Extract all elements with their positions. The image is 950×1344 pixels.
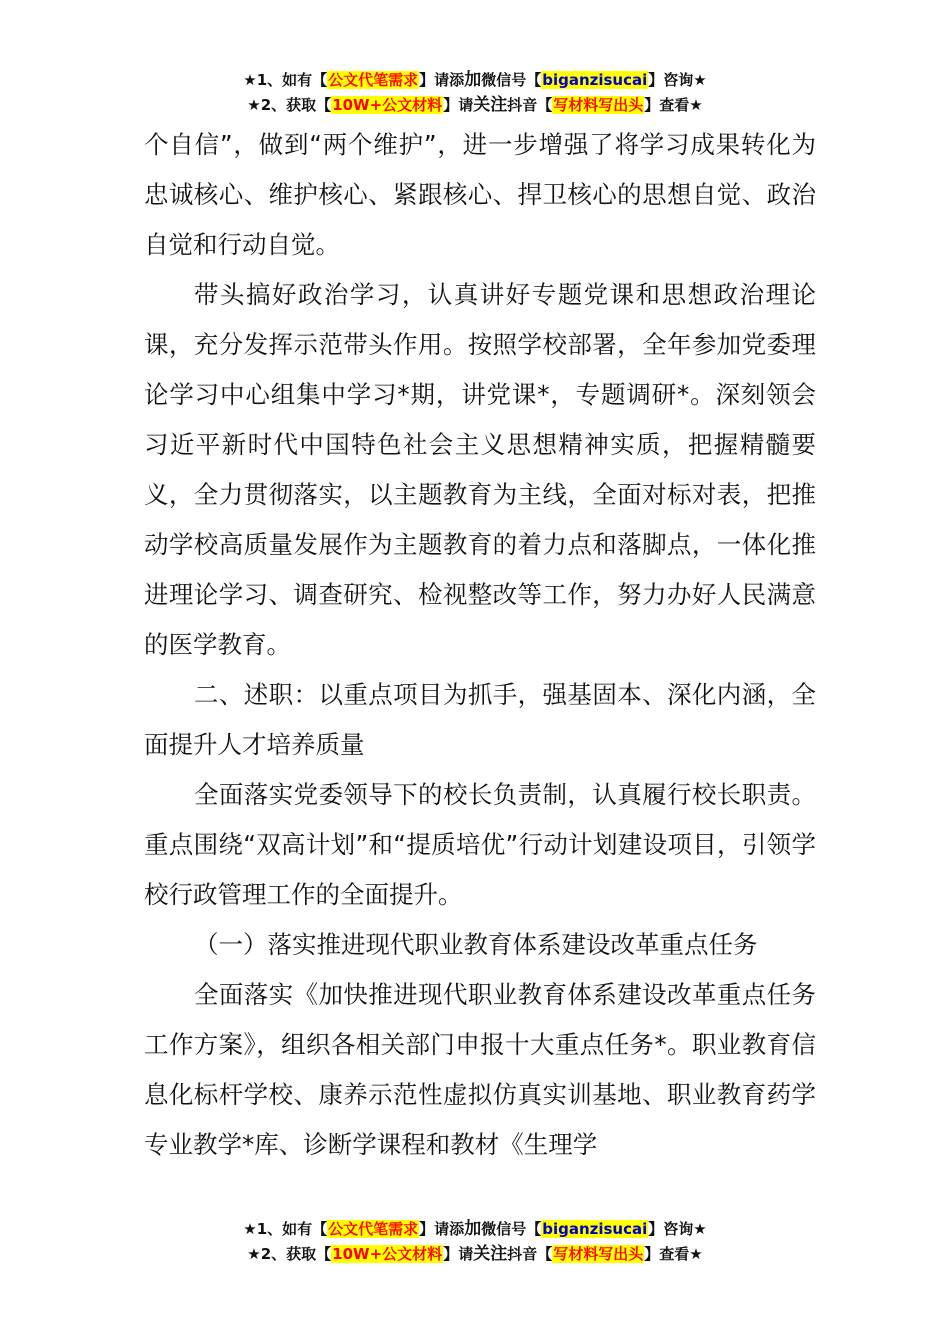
paragraph: 带头搞好政治学习，认真讲好专题党课和思想政治理论课，充分发挥示范带头作用。按照学校部署，全年参加党委理论学习中心组集中学习*期，讲党课*，专题调研*。深刻领会习近平新时代中国特色社会主义思想精神实质，把握精髓要义，全力贯彻落实，以主题教育为主线，全面对标对表，把推动学校高质量发展作为主题教育的着力点和落脚点，一体化推进理论学习、调查研究、检视整改等工作，努力办好人民满意的医学教育。: [144, 280, 816, 659]
banner-text: 】咨询★: [648, 1220, 707, 1238]
banner-text: ★1、如有【: [243, 1220, 328, 1238]
banner-line-1: [0, 1217, 950, 1242]
banner-text: 】请添: [419, 1220, 465, 1238]
banner-text: 】查看★: [644, 96, 703, 114]
banner-text: 微信号【: [481, 71, 542, 89]
document-body: [144, 120, 816, 1170]
banner-text: 】请: [443, 1245, 474, 1263]
banner-wechat-id: biganzisucai: [542, 71, 648, 89]
banner-highlight: 写材料写出头: [553, 96, 644, 114]
banner-line-1: [0, 68, 950, 93]
banner-text: 抖音【: [507, 96, 553, 114]
paragraph: 全面落实党委领导下的校长负责制，认真履行校长职责。重点围绕“双高计划”和“提质培优”行动计划建设项目，引领学校行政管理工作的全面提升。: [144, 780, 816, 909]
banner-highlight: 公文代笔需求: [328, 71, 419, 89]
banner-line-2: [0, 1242, 950, 1267]
banner-text: 】请: [443, 96, 474, 114]
banner-highlight: 写材料写出头: [553, 1245, 644, 1263]
header-banner: [0, 68, 950, 118]
banner-text: 】咨询★: [648, 71, 707, 89]
banner-text: 微信号【: [481, 1220, 542, 1238]
banner-wechat-id: biganzisucai: [542, 1220, 648, 1238]
paragraph-continuation: 个自信”，做到“两个维护”，进一步增强了将学习成果转化为忠诚核心、维护核心、紧跟核心、捍卫核心的思想自觉、政治自觉和行动自觉。: [144, 130, 816, 259]
subsection-heading: （一）落实推进现代职业教育体系建设改革重点任务: [194, 930, 758, 959]
banner-highlight: 公文代笔需求: [328, 1220, 419, 1238]
section-heading: 二、述职：以重点项目为抓手，强基固本、深化内涵，全面提升人才培养质量: [144, 680, 816, 759]
banner-text: ★1、如有【: [243, 71, 328, 89]
footer-banner: [0, 1217, 950, 1267]
banner-highlight: 10W+公文材料: [332, 1245, 443, 1263]
banner-text: 】请添: [419, 71, 465, 89]
banner-text: ★2、获取【: [247, 1245, 332, 1263]
banner-line-2: [0, 93, 950, 118]
banner-highlight: 10W+公文材料: [332, 96, 443, 114]
banner-emphasis: 加: [464, 1219, 482, 1239]
banner-emphasis: 关注: [473, 95, 508, 115]
banner-emphasis: 关注: [473, 1244, 508, 1264]
banner-text: 抖音【: [507, 1245, 553, 1263]
banner-text: 】查看★: [644, 1245, 703, 1263]
banner-text: ★2、获取【: [247, 96, 332, 114]
banner-emphasis: 加: [464, 70, 482, 90]
paragraph: 全面落实《加快推进现代职业教育体系建设改革重点任务工作方案》，组织各相关部门申报十大重点任务*。职业教育信息化标杆学校、康养示范性虚拟仿真实训基地、职业教育药学专业教学*库、诊断学课程和教材《生理学: [144, 980, 816, 1159]
